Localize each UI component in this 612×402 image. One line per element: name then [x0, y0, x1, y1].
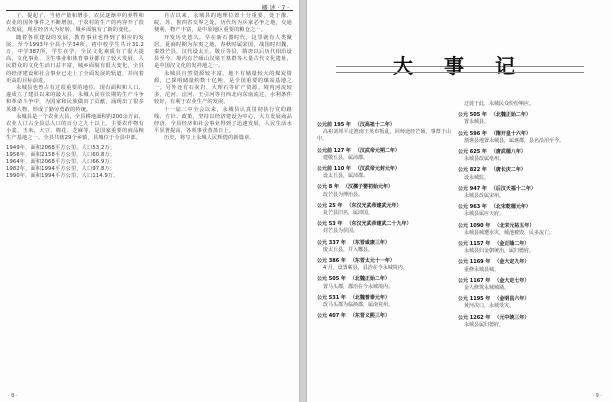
event-era: （北魏正始二年）	[490, 112, 531, 119]
event-entry	[458, 186, 592, 200]
event-entry	[458, 315, 592, 329]
running-header: 概 述 · 7 ·	[261, 5, 289, 12]
event-text: 迁徙于此，永城民众纷纷响应。	[464, 101, 535, 107]
left-column-1	[6, 13, 144, 181]
event-heading	[317, 276, 451, 283]
event-entry	[458, 204, 592, 218]
event-year: 公元 53 年	[317, 221, 343, 228]
event-text: 高祖刘邦平定淮南王英布叛乱，回师途经芒砀，事祭于山中。	[317, 129, 451, 143]
event-heading	[317, 203, 451, 210]
event-heading	[458, 315, 592, 322]
event-entry	[458, 278, 592, 292]
paragraph: 自古以来，永城县的地理位置十分重要，处于豫、皖、苏、鲁四省交界之处，历代均为兵家必争之地，交通便利，物产丰富，是中原地区重要的粮仓之一。	[154, 13, 292, 34]
event-heading	[458, 278, 592, 285]
event-year: 公元 505 年	[458, 112, 487, 119]
page-number: · 8 ·	[8, 393, 18, 399]
event-heading	[458, 131, 592, 138]
event-text: 置永城县。	[464, 119, 490, 126]
event-entry	[317, 148, 451, 162]
page-number: · 9 ·	[592, 393, 602, 399]
event-heading	[458, 259, 592, 266]
event-era: （金大定九年）	[494, 259, 530, 266]
event-text: 永城县属应天府。	[464, 211, 505, 218]
event-era: （东汉光武帝建武元年）	[346, 202, 402, 209]
events-column-2	[458, 101, 592, 333]
event-era: （东晋义熙三年）	[349, 313, 390, 320]
event-year: 公元 407 年	[317, 313, 346, 320]
event-year: 公元 625 年	[458, 149, 487, 156]
area-population-list	[6, 145, 144, 181]
event-year: 公元 1167 年	[458, 277, 491, 284]
event-entry	[458, 131, 592, 145]
event-entry	[458, 101, 592, 108]
event-text: 改马头郡为临涣郡，属南兖州。	[323, 302, 394, 309]
event-text: 置马头郡，郡治在今永城境内。	[323, 283, 394, 290]
event-era: （唐武德八年）	[490, 149, 526, 156]
list-item: 1949年，面积2068平方公里，人口53.2万；	[6, 144, 116, 151]
event-year: 公元 531 年	[317, 294, 346, 301]
event-era: （汉武帝元朔二年）	[354, 147, 400, 154]
event-era: （东晋咸康三年）	[349, 239, 390, 246]
event-era: （东汉光武帝建武二十九年）	[346, 221, 412, 228]
events-column-1	[317, 122, 451, 324]
event-text: 永城县改属亳州。	[464, 156, 505, 163]
event-year: 公元 1262 年	[458, 314, 491, 321]
event-year: 公元 337 年	[317, 239, 346, 246]
event-entry	[317, 276, 451, 290]
left-page	[0, 0, 300, 402]
event-text: 封芒县为侯国。	[323, 228, 359, 235]
paragraph: 了，提起了，当初产量和增多，农民逐渐中的养牲和农业的国外事件之不断增加，于农村的生产的内容开了很大发展，现在经济大为好转，城乡面貌有了新的变化。	[6, 13, 144, 34]
list-item: 1964年，面积2068平方公里，人口66.9万；	[6, 159, 116, 166]
paragraph: 永城县自然资源较丰富。地下有储量较大的煤炭资源，已探明储量约数十亿吨，是全国重要的煤炭基地之一。另外还有石灰岩、大理石等矿产资源。境内河流较多，沱河、浍河、王引河等自西北向东南流过，水利条件较好，有利于农业生产的发展。	[154, 70, 292, 106]
event-year: 公元前 195 年	[317, 122, 351, 128]
event-entry	[317, 295, 451, 309]
paragraph: 开发历史悠久。早在新石器时代，这里就有人类聚居。夏商时期为东夷之地，春秋时属宋国，战国时归魏，秦置芒县，汉代设太丘、敬丘等县，隋唐以后历代相沿设县至今。境内有芒砀山汉梁王墓群等大量古代文化遗址，是中国汉文化的发祥地之一。	[154, 34, 292, 70]
event-era: （隋开皇十六年）	[490, 130, 531, 137]
list-item: 1990年，面积1994平方公里，人口114.9万。	[6, 173, 119, 180]
event-heading	[458, 167, 592, 174]
event-era: （金大定七年）	[494, 277, 530, 284]
event-entry	[458, 167, 592, 181]
event-heading	[458, 223, 592, 230]
event-year: 公元前 127 年	[317, 147, 351, 154]
event-text: 重修永城县城。	[464, 266, 500, 273]
event-era: （东晋太元十一年）	[349, 258, 395, 265]
event-text: 金人修筑永城城墙。	[464, 285, 510, 292]
event-era: （北魏普泰元年）	[349, 294, 390, 301]
event-year: 公元 25 年	[317, 202, 343, 209]
event-year: 公元 8 年	[317, 184, 339, 191]
event-year: 公元 822 年	[458, 167, 487, 174]
header-rule	[6, 10, 293, 11]
event-era: （金明昌六年）	[494, 296, 530, 303]
event-heading	[317, 240, 451, 247]
event-entry	[458, 241, 592, 255]
event-text: 复芒县旧名，属沛国。	[323, 210, 374, 217]
event-heading	[317, 184, 451, 191]
paragraph: 历史，将写上永城人民辉煌的新篇章。	[164, 135, 255, 142]
event-era: （后汉天福十二年）	[490, 185, 536, 192]
event-year: 公元 1090 年	[458, 222, 491, 229]
event-text: 改芒县为博治县。	[323, 191, 364, 198]
event-era: （唐长庆二年）	[490, 167, 526, 174]
event-text: 设太丘县，属沛郡。	[323, 173, 369, 180]
title-rule-bottom	[336, 72, 584, 73]
event-heading	[317, 313, 451, 320]
event-entry	[317, 240, 451, 254]
event-text: 4 月，设置蕲县，县治在今永城境内。	[323, 265, 408, 272]
event-year: 公元 963 年	[458, 204, 487, 211]
event-text: 黄河决口，永城受灾。	[464, 303, 515, 310]
event-era: （汉孺子婴初始元年）	[342, 184, 393, 191]
event-era: （北魏正始二年）	[349, 276, 390, 283]
event-year: 公元 505 年	[317, 276, 346, 283]
event-heading	[458, 186, 592, 193]
event-year: 公元 1169 年	[458, 259, 491, 266]
event-entry	[458, 223, 592, 237]
event-era: （北宋乾德元年）	[490, 204, 531, 211]
event-text: 永城县归金朝统治，属归德府。	[464, 248, 535, 255]
event-entry	[458, 259, 592, 273]
event-year: 公元 1195 年	[458, 296, 491, 303]
event-text: 建敬丘县，属沛郡。	[323, 154, 369, 161]
event-era: （金正隆二年）	[494, 241, 530, 248]
left-column-2	[154, 13, 292, 143]
event-entry	[458, 112, 592, 126]
event-entry	[458, 296, 592, 310]
event-entry	[458, 149, 592, 163]
event-text: 设永城监。	[464, 174, 490, 181]
event-year: 公元 386 年	[317, 258, 346, 265]
event-entry	[317, 221, 451, 235]
event-heading	[317, 295, 451, 302]
event-text: 永城县属归德府。	[464, 321, 505, 328]
event-era: （北宋元祐五年）	[494, 222, 535, 229]
paragraph: 十一届三中全会以来，永城县认真贯彻执行党的路线、方针、政策，坚持以经济建设为中心，大力发展商品经济，全县经济和社会事业得到了迅速发展，人民生活水平显著提高，各项事业蒸蒸日上。	[154, 106, 292, 135]
list-item: 1982年，面积1994平方公里，人口97.8万；	[6, 166, 116, 173]
event-text: 永城县城遭水灾，城池被毁，民多流亡。	[464, 229, 555, 236]
event-year: 公元前 110 年	[317, 166, 351, 173]
event-text: 永城县改属宋州。	[464, 193, 505, 200]
page-title: 大 事 记	[393, 54, 527, 78]
paragraph: 随着各项建设的发展，教育事业也得到了相应的发展。至今1993年全县小学34所，初中校学生共计31.2万，中学387所，学生在学，全民文化素质有了很大提高。文化事业、卫生事业和体育事业都有了较大发展，人民群众的文化生活日益丰富，城乡面貌有很大变化，全县的经济建设和社会事业已走上了全面发展的轨道，并向着更高的目标前进。	[6, 34, 144, 84]
event-entry	[317, 166, 451, 180]
event-entry	[317, 203, 451, 217]
list-item: 1956年，面积2158平方公里，人口60.8万；	[6, 151, 116, 158]
event-entry	[317, 313, 451, 320]
event-entry	[317, 184, 451, 198]
event-entry	[317, 122, 451, 144]
event-heading	[317, 148, 451, 155]
event-entry	[317, 258, 451, 272]
event-era: （汉高祖十二年）	[354, 122, 395, 128]
event-era: （汉武帝元封元年）	[354, 166, 400, 173]
paragraph: 永城县也曾占有过很重要的地位，现有面积和人口，遂成立了建县以来的最大县，永城人民在长期的生产斗争和革命斗争中，为国家和民族做出了贡献，涌现出了很多英雄人物，形成了勤劳勇敢的传统。	[6, 85, 144, 113]
event-year: 公元 596 年	[458, 130, 487, 137]
event-year: 公元 1157 年	[458, 241, 491, 248]
event-text: 割谯县地置永城县，属谯郡，县名沿用至今。	[464, 137, 565, 144]
event-text: 废太丘县，并入酂县。	[323, 246, 374, 253]
event-era: （元中统三年）	[494, 314, 530, 321]
event-year: 公元 947 年	[458, 185, 487, 192]
paragraph: 永城县是一个农业大县，全县耕地面积约200余万亩，农业人口占全县总人口的百分之九十以上。主要农作物有小麦、玉米、大豆、棉花、芝麻等，是国家重要的商品粮生产基地之一。全县共辖29个乡镇，县城位于全县中部。	[6, 113, 144, 142]
